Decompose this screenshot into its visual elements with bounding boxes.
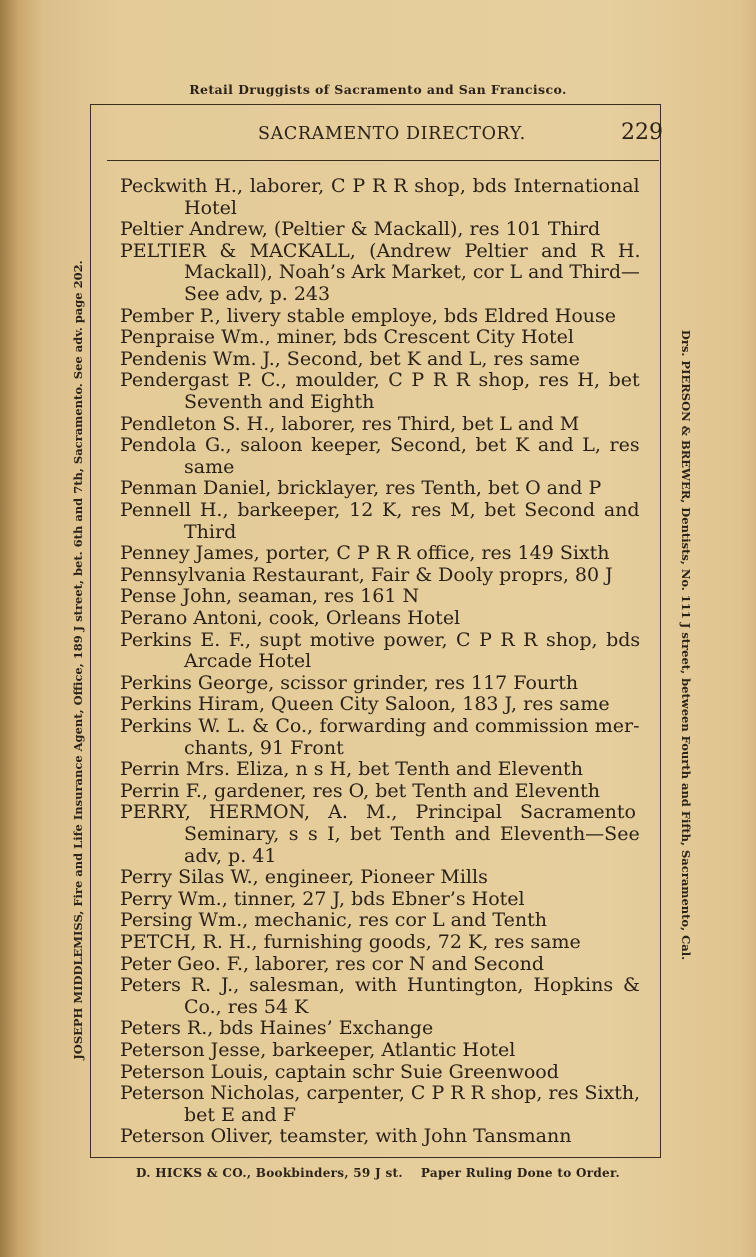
entry-continuation-line: Seminary, s s I, bet Tenth and Eleventh—See [184,823,640,845]
entry-line: Pendleton S. H., laborer, res Third, bet L and M [120,412,580,435]
entry-line: Pendenis Wm. J., Second, bet K and L, res same [120,347,580,370]
header-rule [107,160,659,161]
entry-line: Pennell H., barkeeper, 12 K, res M, bet Second and [120,499,640,521]
entry-line: Penpraise Wm., miner, bds Crescent City Hotel [120,326,574,349]
entry-line: Penney James, porter, C P R R office, res 149 Sixth [120,542,610,565]
entry-line: Pember P., livery stable employe, bds Eldred House [120,304,616,327]
bottom-ad-right: Paper Ruling Done to Order. [420,1166,620,1180]
entry-line: Peterson Nicholas, carpenter, C P R R shop, res Sixth, [120,1082,641,1105]
entry-line: Pendergast P. C., moulder, C P R R shop, res H, bet [120,369,640,392]
entry-line: Perano Antoni, cook, Orleans Hotel [120,607,461,629]
page-number: 229 [621,120,663,145]
entry-line: Pendola G., saloon keeper, Second, bet K and L, res [120,434,640,457]
entry-continuation-line: Hotel [184,196,237,219]
entry-line: Perkins George, scissor grinder, res 117 Fourth [120,671,579,694]
entry-continuation-line: Third [184,520,237,543]
entry-line: Perrin Mrs. Eliza, n s H, bet Tenth and Eleventh [120,758,583,781]
entry-line: Perrin F., gardener, res O, bet Tenth and Eleventh [120,779,600,802]
entry-line: Perry Silas W., engineer, Pioneer Mills [120,866,488,889]
entry-line: Peters R., bds Haines’ Exchange [120,1017,434,1040]
entry-line: Persing Wm., mechanic, res cor L and Tenth [120,909,547,932]
entry-line: Perry Wm., tinner, 27 J, bds Ebner’s Hotel [120,887,525,910]
entry-line: Perkins W. L. & Co., forwarding and commission mer- [120,715,640,737]
entry-line: PERRY, HERMON, A. M., Principal Sacramento [120,801,636,824]
entry-line: Perkins Hiram, Queen City Saloon, 183 J, res same [120,693,610,716]
left-margin-advertisement: JOSEPH MIDDLEMISS, Fire and Life Insurance Agent, Office, 189 J street, bet. 6th and 7th, Sacramento. See adv. page 202. [71,260,85,1060]
entry-continuation-line: bet E and F [184,1103,296,1126]
entry-line: Peterson Oliver, teamster, with John Tansmann [120,1125,572,1148]
entry-continuation-line: chants, 91 Front [184,736,344,759]
entry-line: Peter Geo. F., laborer, res cor N and Second [120,952,545,975]
entry-line: PETCH, R. H., furnishing goods, 72 K, res same [120,931,581,953]
entry-line: Pense John, seaman, res 161 N [120,585,420,608]
entry-continuation-line: Co., res 54 K [184,995,309,1018]
entry-continuation-line: See adv, p. 243 [184,283,331,305]
entry-line: Penman Daniel, bricklayer, res Tenth, bet O and P [120,477,602,500]
bottom-advertisement [0,1166,756,1180]
entry-continuation-line: Seventh and Eighth [184,391,375,413]
right-margin-advertisement: Drs. PIERSON & BREWER, Dentists, No. 111 J street, between Fourth and Fifth, Sacramento, Cal. [679,329,693,961]
entry-continuation-line: same [184,455,235,478]
entry-line: PELTIER & MACKALL, (Andrew Peltier and R H. [120,239,641,262]
entry-continuation-line: Mackall), Noah’s Ark Market, cor L and Third— [184,261,640,284]
entry-line: Peckwith H., laborer, C P R R shop, bds International [120,175,640,197]
page-title: SACRAMENTO DIRECTORY. [258,124,526,144]
entry-line: Peterson Jesse, barkeeper, Atlantic Hotel [120,1039,516,1061]
entry-line: Peterson Louis, captain schr Suie Greenwood [120,1060,559,1083]
top-advertisement: Retail Druggists of Sacramento and San Francisco. [189,82,567,97]
entry-line: Peters R. J., salesman, with Huntington, Hopkins & [120,974,640,997]
entry-continuation-line: adv, p. 41 [184,844,277,867]
entry-line: Perkins E. F., supt motive power, C P R R shop, bds [120,628,641,651]
bottom-ad-left: D. HICKS & CO., Bookbinders, 59 J st. [136,1166,403,1180]
entry-line: Pennsylvania Restaurant, Fair & Dooly proprs, 80 J [120,563,613,586]
entry-continuation-line: Arcade Hotel [184,650,312,673]
entry-line: Peltier Andrew, (Peltier & Mackall), res 101 Third [120,218,601,241]
